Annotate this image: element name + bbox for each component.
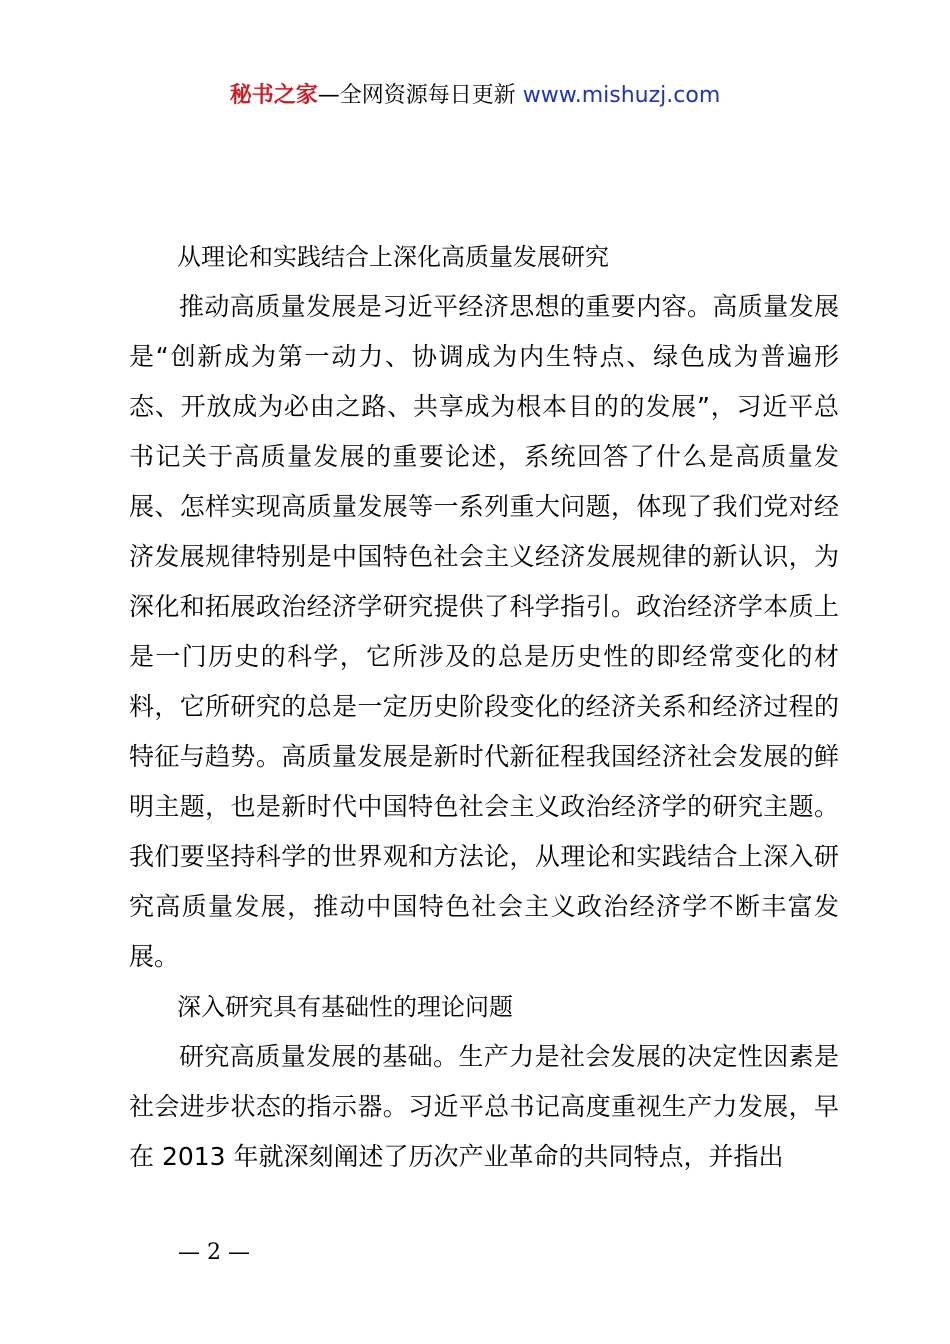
page-number: — 2 — <box>178 1240 250 1265</box>
paragraph: 研究高质量发展的基础。生产力是社会发展的决定性因素是社会进步状态的指示器。习近平总书记高度重视生产力发展，早在 2013 年就深刻阐述了历次产业革命的共同特点，并指出 <box>129 1042 839 1171</box>
brand-name: 秘书之家 <box>229 83 318 108</box>
article-body <box>129 232 839 1182</box>
site-header <box>0 80 950 112</box>
section-heading: 深入研究具有基础性的理论问题 <box>177 993 513 1021</box>
header-tagline: —全网资源每日更新 <box>317 83 516 108</box>
paragraph: 推动高质量发展是习近平经济思想的重要内容。高质量发展是“创新成为第一动力、协调成为内生特点、绿色成为普遍形态、开放成为必由之路、共享成为根本目的的发展”，习近平总书记关于高质量发展的重要论述，系统回答了什么是高质量发展、怎样实现高质量发展等一系列重大问题，体现了我们党对经济发展规律特别是中国特色社会主义经济发展规律的新认识，为深化和拓展政治经济学研究提供了科学指引。政治经济学本质上是一门历史的科学，它所涉及的总是历史性的即经常变化的材料，它所研究的总是一定历史阶段变化的经济关系和经济过程的特征与趋势。高质量发展是新时代新征程我国经济社会发展的鲜明主题，也是新时代中国特色社会主义政治经济学的研究主题。我们要坚持科学的世界观和方法论，从理论和实践结合上深入研究高质量发展，推动中国特色社会主义政治经济学不断丰富发展。 <box>129 292 839 971</box>
site-url-link[interactable]: www.mishuzj.com <box>522 83 721 108</box>
article-title: 从理论和实践结合上深化高质量发展研究 <box>177 243 609 271</box>
